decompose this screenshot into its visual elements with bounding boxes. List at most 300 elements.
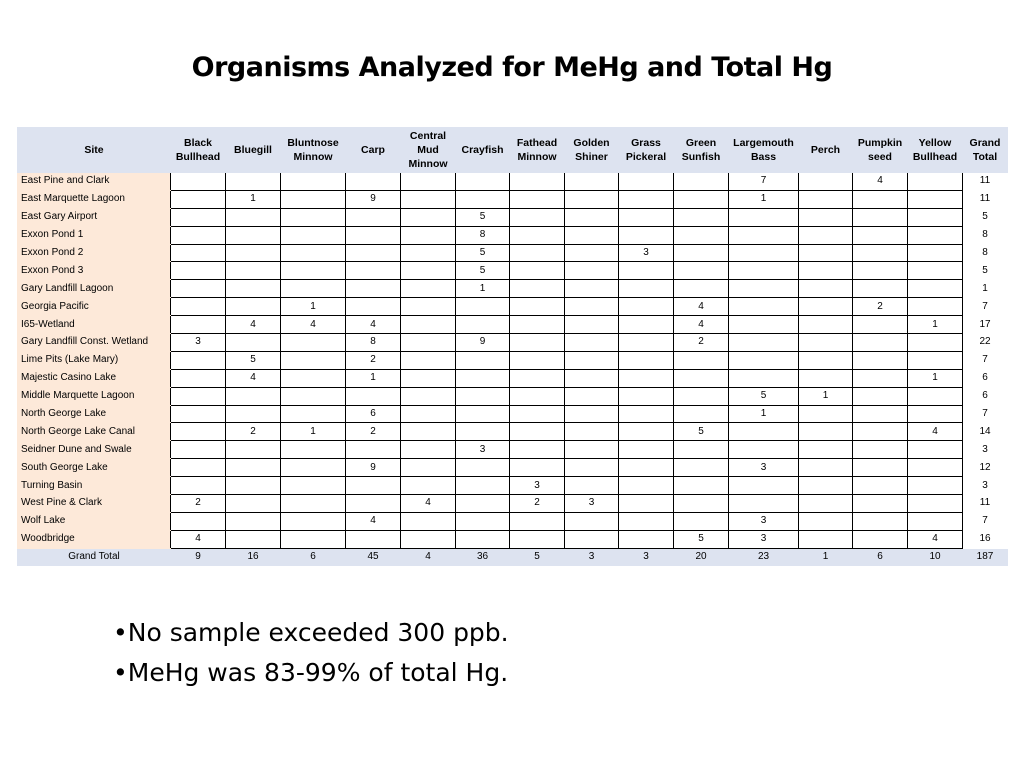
count-cell bbox=[565, 387, 619, 405]
grand-total-value: 45 bbox=[346, 548, 401, 565]
count-cell bbox=[799, 173, 853, 191]
site-cell: Exxon Pond 3 bbox=[18, 262, 171, 280]
grand-total-cell: 7 bbox=[963, 405, 1008, 423]
count-cell bbox=[510, 298, 565, 316]
site-cell: Seidner Dune and Swale bbox=[18, 441, 171, 459]
count-cell bbox=[565, 369, 619, 387]
grand-total-value: 20 bbox=[674, 548, 729, 565]
table-row bbox=[18, 405, 1008, 423]
count-cell bbox=[401, 173, 456, 191]
grand-total-value: 36 bbox=[456, 548, 510, 565]
count-cell: 4 bbox=[908, 423, 963, 441]
count-cell bbox=[619, 280, 674, 298]
count-cell bbox=[729, 244, 799, 262]
count-cell: 9 bbox=[346, 459, 401, 477]
grand-total-cell: 8 bbox=[963, 244, 1008, 262]
count-cell bbox=[729, 316, 799, 334]
count-cell bbox=[619, 495, 674, 513]
count-cell bbox=[729, 208, 799, 226]
count-cell: 3 bbox=[510, 477, 565, 495]
count-cell bbox=[171, 208, 226, 226]
count-cell bbox=[908, 190, 963, 208]
column-header: Grand Total bbox=[963, 128, 1008, 173]
count-cell bbox=[510, 369, 565, 387]
count-cell bbox=[456, 173, 510, 191]
count-cell bbox=[729, 334, 799, 352]
table-row bbox=[18, 280, 1008, 298]
count-cell bbox=[171, 423, 226, 441]
count-cell bbox=[853, 441, 908, 459]
count-cell bbox=[226, 405, 281, 423]
grand-total-cell: 12 bbox=[963, 459, 1008, 477]
grand-total-cell: 8 bbox=[963, 226, 1008, 244]
count-cell bbox=[281, 226, 346, 244]
count-cell bbox=[799, 280, 853, 298]
count-cell: 3 bbox=[456, 441, 510, 459]
count-cell bbox=[171, 280, 226, 298]
count-cell bbox=[799, 423, 853, 441]
site-cell: East Gary Airport bbox=[18, 208, 171, 226]
count-cell bbox=[619, 208, 674, 226]
grand-total-value: 10 bbox=[908, 548, 963, 565]
count-cell bbox=[619, 405, 674, 423]
count-cell: 5 bbox=[456, 208, 510, 226]
count-cell: 1 bbox=[729, 190, 799, 208]
column-header: Perch bbox=[799, 128, 853, 173]
count-cell bbox=[510, 244, 565, 262]
count-cell bbox=[619, 226, 674, 244]
count-cell bbox=[510, 405, 565, 423]
count-cell bbox=[401, 512, 456, 530]
count-cell bbox=[346, 298, 401, 316]
count-cell bbox=[401, 459, 456, 477]
count-cell bbox=[281, 244, 346, 262]
table-row bbox=[18, 334, 1008, 352]
count-cell bbox=[456, 190, 510, 208]
count-cell bbox=[674, 208, 729, 226]
count-cell bbox=[346, 226, 401, 244]
count-cell bbox=[565, 262, 619, 280]
count-cell bbox=[674, 173, 729, 191]
count-cell bbox=[908, 512, 963, 530]
count-cell bbox=[619, 334, 674, 352]
count-cell bbox=[619, 441, 674, 459]
count-cell bbox=[853, 262, 908, 280]
count-cell bbox=[510, 190, 565, 208]
count-cell bbox=[799, 495, 853, 513]
count-cell bbox=[401, 387, 456, 405]
count-cell bbox=[674, 262, 729, 280]
grand-total-value: 9 bbox=[171, 548, 226, 565]
count-cell bbox=[171, 369, 226, 387]
count-cell: 2 bbox=[346, 351, 401, 369]
count-cell: 4 bbox=[226, 316, 281, 334]
table-row bbox=[18, 459, 1008, 477]
count-cell bbox=[171, 459, 226, 477]
grand-total-cell: 7 bbox=[963, 298, 1008, 316]
count-cell: 1 bbox=[226, 190, 281, 208]
column-header: Carp bbox=[346, 128, 401, 173]
count-cell: 4 bbox=[908, 530, 963, 548]
grand-total-cell: 11 bbox=[963, 190, 1008, 208]
count-cell: 2 bbox=[346, 423, 401, 441]
count-cell bbox=[510, 387, 565, 405]
count-cell bbox=[456, 530, 510, 548]
count-cell bbox=[171, 512, 226, 530]
count-cell bbox=[799, 334, 853, 352]
count-cell: 9 bbox=[456, 334, 510, 352]
grand-total-value: 23 bbox=[729, 548, 799, 565]
count-cell: 1 bbox=[281, 298, 346, 316]
count-cell bbox=[346, 530, 401, 548]
count-cell bbox=[456, 477, 510, 495]
bullet-item: •MeHg was 83-99% of total Hg. bbox=[113, 658, 509, 687]
site-cell: Turning Basin bbox=[18, 477, 171, 495]
count-cell bbox=[401, 316, 456, 334]
count-cell bbox=[226, 334, 281, 352]
count-cell bbox=[281, 405, 346, 423]
count-cell bbox=[565, 477, 619, 495]
count-cell bbox=[281, 351, 346, 369]
count-cell bbox=[853, 477, 908, 495]
count-cell bbox=[171, 441, 226, 459]
table-row bbox=[18, 387, 1008, 405]
count-cell bbox=[510, 351, 565, 369]
count-cell bbox=[510, 226, 565, 244]
count-cell bbox=[565, 441, 619, 459]
count-cell bbox=[619, 512, 674, 530]
column-header: Yellow Bullhead bbox=[908, 128, 963, 173]
grand-total-cell: 11 bbox=[963, 173, 1008, 191]
count-cell bbox=[674, 387, 729, 405]
count-cell bbox=[729, 423, 799, 441]
count-cell bbox=[565, 280, 619, 298]
site-cell: Wolf Lake bbox=[18, 512, 171, 530]
count-cell: 5 bbox=[456, 244, 510, 262]
column-header: Largemouth Bass bbox=[729, 128, 799, 173]
count-cell bbox=[619, 477, 674, 495]
count-cell bbox=[456, 512, 510, 530]
count-cell bbox=[171, 298, 226, 316]
count-cell: 5 bbox=[729, 387, 799, 405]
count-cell bbox=[799, 262, 853, 280]
count-cell bbox=[456, 387, 510, 405]
bullet-item: •No sample exceeded 300 ppb. bbox=[113, 618, 509, 647]
count-cell: 7 bbox=[729, 173, 799, 191]
grand-total-row bbox=[18, 548, 1008, 565]
site-cell: Exxon Pond 1 bbox=[18, 226, 171, 244]
count-cell bbox=[729, 226, 799, 244]
count-cell: 4 bbox=[674, 316, 729, 334]
count-cell bbox=[346, 208, 401, 226]
count-cell bbox=[171, 226, 226, 244]
count-cell bbox=[510, 262, 565, 280]
bullet-list bbox=[113, 613, 509, 693]
count-cell bbox=[908, 387, 963, 405]
count-cell bbox=[674, 459, 729, 477]
count-cell: 3 bbox=[729, 512, 799, 530]
count-cell bbox=[619, 369, 674, 387]
count-cell bbox=[674, 405, 729, 423]
count-cell bbox=[674, 495, 729, 513]
count-cell: 1 bbox=[346, 369, 401, 387]
count-cell: 4 bbox=[674, 298, 729, 316]
count-cell bbox=[853, 369, 908, 387]
count-cell bbox=[226, 262, 281, 280]
count-cell bbox=[853, 316, 908, 334]
count-cell bbox=[281, 208, 346, 226]
count-cell bbox=[456, 423, 510, 441]
count-cell bbox=[510, 173, 565, 191]
table-row bbox=[18, 512, 1008, 530]
count-cell bbox=[853, 351, 908, 369]
count-cell bbox=[226, 226, 281, 244]
column-header: Crayfish bbox=[456, 128, 510, 173]
count-cell bbox=[619, 423, 674, 441]
count-cell bbox=[565, 334, 619, 352]
count-cell bbox=[510, 512, 565, 530]
table-body bbox=[18, 173, 1008, 566]
count-cell bbox=[456, 369, 510, 387]
count-cell bbox=[908, 262, 963, 280]
count-cell bbox=[908, 495, 963, 513]
count-cell bbox=[171, 387, 226, 405]
count-cell bbox=[510, 441, 565, 459]
count-cell bbox=[799, 459, 853, 477]
count-cell bbox=[565, 208, 619, 226]
count-cell bbox=[729, 262, 799, 280]
count-cell bbox=[281, 459, 346, 477]
column-header: Golden Shiner bbox=[565, 128, 619, 173]
count-cell bbox=[565, 459, 619, 477]
count-cell: 2 bbox=[171, 495, 226, 513]
count-cell bbox=[346, 477, 401, 495]
column-header: Bluntnose Minnow bbox=[281, 128, 346, 173]
count-cell: 4 bbox=[281, 316, 346, 334]
count-cell bbox=[401, 208, 456, 226]
count-cell: 5 bbox=[674, 530, 729, 548]
count-cell bbox=[226, 173, 281, 191]
count-cell bbox=[346, 387, 401, 405]
count-cell: 8 bbox=[346, 334, 401, 352]
column-header: Fathead Minnow bbox=[510, 128, 565, 173]
count-cell bbox=[456, 405, 510, 423]
count-cell bbox=[565, 226, 619, 244]
count-cell bbox=[853, 208, 908, 226]
count-cell bbox=[799, 190, 853, 208]
count-cell bbox=[799, 477, 853, 495]
count-cell bbox=[799, 226, 853, 244]
table-row bbox=[18, 423, 1008, 441]
organisms-table bbox=[17, 127, 1008, 566]
count-cell bbox=[619, 316, 674, 334]
count-cell bbox=[226, 208, 281, 226]
count-cell bbox=[908, 441, 963, 459]
count-cell bbox=[565, 190, 619, 208]
count-cell bbox=[799, 369, 853, 387]
count-cell bbox=[226, 244, 281, 262]
count-cell bbox=[510, 459, 565, 477]
count-cell bbox=[729, 351, 799, 369]
count-cell: 3 bbox=[729, 530, 799, 548]
count-cell bbox=[908, 280, 963, 298]
count-cell bbox=[565, 173, 619, 191]
count-cell bbox=[401, 244, 456, 262]
count-cell bbox=[510, 316, 565, 334]
count-cell bbox=[401, 405, 456, 423]
table-row bbox=[18, 351, 1008, 369]
count-cell bbox=[346, 441, 401, 459]
count-cell: 1 bbox=[908, 369, 963, 387]
count-cell bbox=[565, 244, 619, 262]
count-cell: 9 bbox=[346, 190, 401, 208]
count-cell: 5 bbox=[456, 262, 510, 280]
table-row bbox=[18, 262, 1008, 280]
count-cell bbox=[799, 512, 853, 530]
count-cell bbox=[565, 512, 619, 530]
count-cell bbox=[281, 173, 346, 191]
count-cell bbox=[346, 262, 401, 280]
grand-total-value: 3 bbox=[619, 548, 674, 565]
grand-total-cell: 14 bbox=[963, 423, 1008, 441]
count-cell bbox=[674, 369, 729, 387]
count-cell bbox=[401, 369, 456, 387]
count-cell: 4 bbox=[401, 495, 456, 513]
count-cell bbox=[619, 190, 674, 208]
table-row bbox=[18, 244, 1008, 262]
count-cell bbox=[226, 387, 281, 405]
count-cell bbox=[456, 351, 510, 369]
count-cell bbox=[908, 477, 963, 495]
slide-title: Organisms Analyzed for MeHg and Total Hg bbox=[191, 52, 833, 83]
count-cell bbox=[619, 298, 674, 316]
count-cell bbox=[853, 334, 908, 352]
count-cell bbox=[281, 512, 346, 530]
count-cell bbox=[729, 477, 799, 495]
table-row bbox=[18, 208, 1008, 226]
grand-total-cell: 5 bbox=[963, 262, 1008, 280]
count-cell bbox=[565, 530, 619, 548]
grand-total-value: 6 bbox=[853, 548, 908, 565]
count-cell bbox=[799, 298, 853, 316]
count-cell bbox=[908, 351, 963, 369]
count-cell: 4 bbox=[853, 173, 908, 191]
count-cell bbox=[226, 530, 281, 548]
count-cell bbox=[853, 280, 908, 298]
count-cell bbox=[401, 298, 456, 316]
count-cell: 3 bbox=[619, 244, 674, 262]
count-cell bbox=[853, 530, 908, 548]
count-cell bbox=[729, 495, 799, 513]
count-cell bbox=[674, 280, 729, 298]
count-cell bbox=[565, 423, 619, 441]
count-cell bbox=[619, 173, 674, 191]
count-cell bbox=[401, 190, 456, 208]
grand-total-cell: 11 bbox=[963, 495, 1008, 513]
site-cell: Lime Pits (Lake Mary) bbox=[18, 351, 171, 369]
grand-total-value: 3 bbox=[565, 548, 619, 565]
count-cell: 5 bbox=[674, 423, 729, 441]
grand-total-label: Grand Total bbox=[18, 548, 171, 565]
count-cell bbox=[565, 405, 619, 423]
count-cell bbox=[401, 280, 456, 298]
count-cell bbox=[510, 530, 565, 548]
table-row bbox=[18, 190, 1008, 208]
grand-total-value: 187 bbox=[963, 548, 1008, 565]
count-cell bbox=[799, 351, 853, 369]
count-cell bbox=[281, 477, 346, 495]
count-cell bbox=[619, 262, 674, 280]
site-cell: Exxon Pond 2 bbox=[18, 244, 171, 262]
count-cell bbox=[729, 441, 799, 459]
site-cell: Gary Landfill Const. Wetland bbox=[18, 334, 171, 352]
table-row bbox=[18, 226, 1008, 244]
count-cell bbox=[674, 441, 729, 459]
count-cell: 2 bbox=[853, 298, 908, 316]
count-cell bbox=[908, 173, 963, 191]
column-header: Central Mud Minnow bbox=[401, 128, 456, 173]
table-row bbox=[18, 369, 1008, 387]
count-cell bbox=[908, 244, 963, 262]
count-cell bbox=[401, 477, 456, 495]
grand-total-value: 16 bbox=[226, 548, 281, 565]
table-row bbox=[18, 441, 1008, 459]
count-cell: 1 bbox=[908, 316, 963, 334]
table-row bbox=[18, 173, 1008, 191]
count-cell bbox=[799, 530, 853, 548]
column-header: Black Bullhead bbox=[171, 128, 226, 173]
table-row bbox=[18, 316, 1008, 334]
count-cell bbox=[171, 477, 226, 495]
count-cell: 3 bbox=[565, 495, 619, 513]
count-cell bbox=[908, 298, 963, 316]
grand-total-cell: 7 bbox=[963, 512, 1008, 530]
count-cell: 4 bbox=[171, 530, 226, 548]
count-cell bbox=[171, 405, 226, 423]
count-cell bbox=[281, 280, 346, 298]
count-cell bbox=[171, 244, 226, 262]
grand-total-cell: 6 bbox=[963, 369, 1008, 387]
count-cell bbox=[619, 351, 674, 369]
count-cell bbox=[674, 244, 729, 262]
count-cell: 5 bbox=[226, 351, 281, 369]
count-cell bbox=[281, 334, 346, 352]
column-header: Grass Pickeral bbox=[619, 128, 674, 173]
count-cell bbox=[799, 441, 853, 459]
count-cell bbox=[853, 512, 908, 530]
count-cell bbox=[565, 351, 619, 369]
count-cell bbox=[619, 459, 674, 477]
count-cell bbox=[226, 441, 281, 459]
count-cell bbox=[401, 530, 456, 548]
site-cell: North George Lake bbox=[18, 405, 171, 423]
count-cell bbox=[799, 244, 853, 262]
table-row bbox=[18, 298, 1008, 316]
count-cell: 2 bbox=[510, 495, 565, 513]
column-header: Bluegill bbox=[226, 128, 281, 173]
count-cell bbox=[171, 316, 226, 334]
count-cell bbox=[799, 316, 853, 334]
count-cell bbox=[456, 316, 510, 334]
grand-total-cell: 1 bbox=[963, 280, 1008, 298]
count-cell bbox=[171, 262, 226, 280]
count-cell bbox=[401, 351, 456, 369]
count-cell bbox=[908, 459, 963, 477]
count-cell bbox=[226, 459, 281, 477]
site-cell: Woodbridge bbox=[18, 530, 171, 548]
grand-total-value: 6 bbox=[281, 548, 346, 565]
count-cell bbox=[853, 459, 908, 477]
